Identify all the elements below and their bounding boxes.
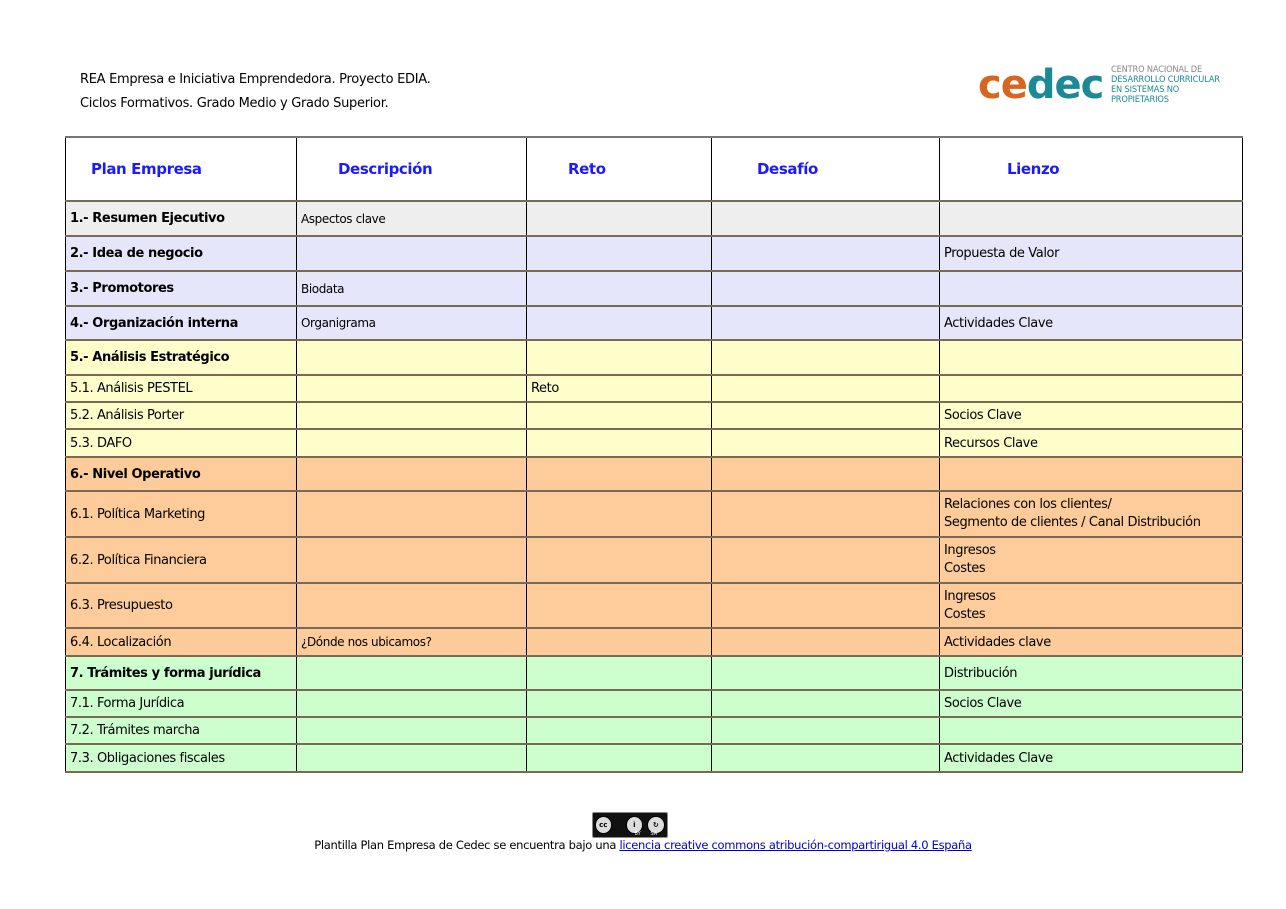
cell-lienzo-line: Ingresos [944, 543, 996, 558]
cell-lienzo[interactable] [940, 375, 1243, 402]
business-plan-table [65, 136, 1243, 773]
cell-lienzo-line: Relaciones con los clientes/ [944, 497, 1112, 512]
cc-sa-label: SA [650, 831, 658, 837]
cell-lienzo-line: Segmento de clientes / Canal Distribución [944, 515, 1201, 530]
column-header-desafio: Desafío [712, 137, 940, 201]
logo-word-dec: dec [1026, 62, 1104, 108]
logo-wordmark [978, 62, 1104, 108]
cell-plan-empresa[interactable]: 4.- Organización interna [66, 306, 297, 340]
cell-descripcion[interactable] [297, 375, 527, 402]
cell-lienzo[interactable]: Propuesta de Valor [940, 236, 1243, 271]
column-header-descripcion: Descripción [297, 137, 527, 201]
table-row [66, 306, 1243, 340]
cell-plan-empresa[interactable]: 6.4. Localización [66, 628, 297, 656]
cell-reto[interactable] [527, 429, 712, 457]
cc-by-label: BY [634, 831, 641, 837]
cc-icon: cc [595, 816, 612, 834]
cell-lienzo[interactable] [940, 717, 1243, 744]
cell-reto[interactable] [527, 271, 712, 306]
cell-lienzo[interactable] [940, 491, 1243, 537]
license-link[interactable]: licencia creative commons atribución-compartirigual 4.0 España [619, 838, 972, 852]
cell-descripcion[interactable] [297, 429, 527, 457]
cell-desafio[interactable] [712, 236, 940, 271]
cell-descripcion[interactable] [297, 491, 527, 537]
cell-lienzo[interactable]: Distribución [940, 656, 1243, 690]
cell-desafio[interactable] [712, 375, 940, 402]
table-header-row [66, 137, 1243, 201]
cell-lienzo[interactable]: Actividades Clave [940, 744, 1243, 772]
cc-by-sa-icon[interactable] [592, 812, 668, 838]
table-row [66, 375, 1243, 402]
document-subtitle: Ciclos Formativos. Grado Medio y Grado Superior. [80, 96, 389, 111]
cell-descripcion[interactable] [297, 537, 527, 583]
cell-lienzo-line: Costes [944, 606, 986, 622]
cell-desafio[interactable] [712, 271, 940, 306]
cell-lienzo[interactable] [940, 271, 1243, 306]
cell-reto[interactable] [527, 491, 712, 537]
cell-reto[interactable] [527, 236, 712, 271]
table-row [66, 583, 1243, 628]
cell-plan-empresa[interactable]: 2.- Idea de negocio [66, 236, 297, 271]
column-header-plan-empresa: Plan Empresa [66, 137, 297, 201]
cell-desafio[interactable] [712, 717, 940, 744]
cell-lienzo[interactable]: Actividades Clave [940, 306, 1243, 340]
cell-plan-empresa[interactable]: 6.2. Política Financiera [66, 537, 297, 583]
cell-plan-empresa[interactable]: 5.- Análisis Estratégico [66, 340, 297, 375]
table-row [66, 271, 1243, 306]
cell-plan-empresa[interactable]: 7.2. Trámites marcha [66, 717, 297, 744]
cell-desafio[interactable] [712, 402, 940, 429]
logo-word-ce: ce [978, 62, 1027, 108]
cell-plan-empresa[interactable]: 5.3. DAFO [66, 429, 297, 457]
cell-reto[interactable] [527, 340, 712, 375]
cell-descripcion[interactable]: Aspectos clave [297, 201, 527, 236]
cell-descripcion[interactable] [297, 656, 527, 690]
cell-desafio[interactable] [712, 628, 940, 656]
cell-plan-empresa[interactable]: 7.3. Obligaciones fiscales [66, 744, 297, 772]
table-row [66, 656, 1243, 690]
table-row [66, 744, 1243, 772]
cell-desafio[interactable] [712, 429, 940, 457]
cell-desafio[interactable] [712, 583, 940, 628]
cell-lienzo-line: Costes [944, 561, 986, 576]
document-title: REA Empresa e Iniciativa Emprendedora. Proyecto EDIA. [80, 72, 431, 87]
table-row [66, 491, 1243, 537]
license-text [0, 838, 1286, 852]
cell-descripcion[interactable] [297, 690, 527, 717]
cell-lienzo[interactable]: Socios Clave [940, 402, 1243, 429]
cell-lienzo[interactable] [940, 340, 1243, 375]
cell-descripcion[interactable] [297, 583, 527, 628]
logo-sub-line: EN SISTEMAS NO PROPIETARIOS [1111, 85, 1180, 105]
cell-plan-empresa[interactable]: 6.- Nivel Operativo [66, 457, 297, 491]
column-header-lienzo: Lienzo [940, 137, 1243, 201]
table-row [66, 457, 1243, 491]
cell-reto[interactable] [527, 690, 712, 717]
cell-lienzo[interactable] [940, 457, 1243, 491]
cell-plan-empresa[interactable]: 7. Trámites y forma jurídica [66, 656, 297, 690]
sa-icon: ↻ [647, 816, 664, 834]
cell-reto[interactable] [527, 402, 712, 429]
cell-plan-empresa[interactable]: 7.1. Forma Jurídica [66, 690, 297, 717]
cell-reto[interactable]: Reto [527, 375, 712, 402]
cell-plan-empresa[interactable]: 5.2. Análisis Porter [66, 402, 297, 429]
cell-reto[interactable] [527, 656, 712, 690]
table-row [66, 690, 1243, 717]
cell-desafio[interactable] [712, 340, 940, 375]
cell-desafio[interactable] [712, 690, 940, 717]
cell-lienzo[interactable] [940, 583, 1243, 628]
table-row [66, 340, 1243, 375]
cell-reto[interactable] [527, 583, 712, 628]
cell-plan-empresa[interactable]: 6.1. Política Marketing [66, 491, 297, 537]
cell-desafio[interactable] [712, 744, 940, 772]
cell-plan-empresa[interactable]: 5.1. Análisis PESTEL [66, 375, 297, 402]
cell-lienzo[interactable] [940, 201, 1243, 236]
license-footer [0, 812, 1286, 852]
cell-desafio[interactable] [712, 491, 940, 537]
cell-lienzo[interactable]: Recursos Clave [940, 429, 1243, 457]
cell-reto[interactable] [527, 201, 712, 236]
cell-descripcion[interactable] [297, 457, 527, 491]
cell-descripcion[interactable] [297, 717, 527, 744]
cell-desafio[interactable] [712, 306, 940, 340]
cell-plan-empresa[interactable]: 1.- Resumen Ejecutivo [66, 201, 297, 236]
cell-plan-empresa[interactable]: 3.- Promotores [66, 271, 297, 306]
table-row [66, 429, 1243, 457]
cell-lienzo-line: Ingresos [944, 588, 996, 604]
cell-desafio[interactable] [712, 537, 940, 583]
table-row [66, 236, 1243, 271]
cedec-logo [978, 62, 1240, 108]
table-row [66, 717, 1243, 744]
cell-descripcion[interactable] [297, 402, 527, 429]
table-row [66, 628, 1243, 656]
cell-reto[interactable] [527, 744, 712, 772]
cell-desafio[interactable] [712, 656, 940, 690]
table-row [66, 402, 1243, 429]
logo-sub-line: CENTRO NACIONAL DE [1111, 65, 1203, 75]
cell-lienzo[interactable]: Socios Clave [940, 690, 1243, 717]
cell-descripcion[interactable] [297, 744, 527, 772]
cell-reto[interactable] [527, 537, 712, 583]
cell-lienzo[interactable]: Actividades clave [940, 628, 1243, 656]
cell-reto[interactable] [527, 628, 712, 656]
cell-lienzo[interactable] [940, 537, 1243, 583]
by-icon: i [626, 816, 643, 834]
cell-desafio[interactable] [712, 457, 940, 491]
cell-plan-empresa[interactable]: 6.3. Presupuesto [66, 583, 297, 628]
cell-descripcion[interactable]: Organigrama [297, 306, 527, 340]
cell-desafio[interactable] [712, 201, 940, 236]
cell-descripcion[interactable]: Biodata [297, 271, 527, 306]
logo-subtitle [1111, 65, 1229, 105]
table-row [66, 201, 1243, 236]
column-header-reto: Reto [527, 137, 712, 201]
cell-reto[interactable] [527, 457, 712, 491]
license-statement: Plantilla Plan Empresa de Cedec se encuentra bajo una [314, 838, 620, 852]
cell-descripcion[interactable]: ¿Dónde nos ubicamos? [297, 628, 527, 656]
cell-reto[interactable] [527, 306, 712, 340]
table-row [66, 537, 1243, 583]
cell-reto[interactable] [527, 717, 712, 744]
cell-descripcion[interactable] [297, 236, 527, 271]
cell-descripcion[interactable] [297, 340, 527, 375]
logo-sub-line: DESARROLLO CURRICULAR [1111, 75, 1221, 85]
